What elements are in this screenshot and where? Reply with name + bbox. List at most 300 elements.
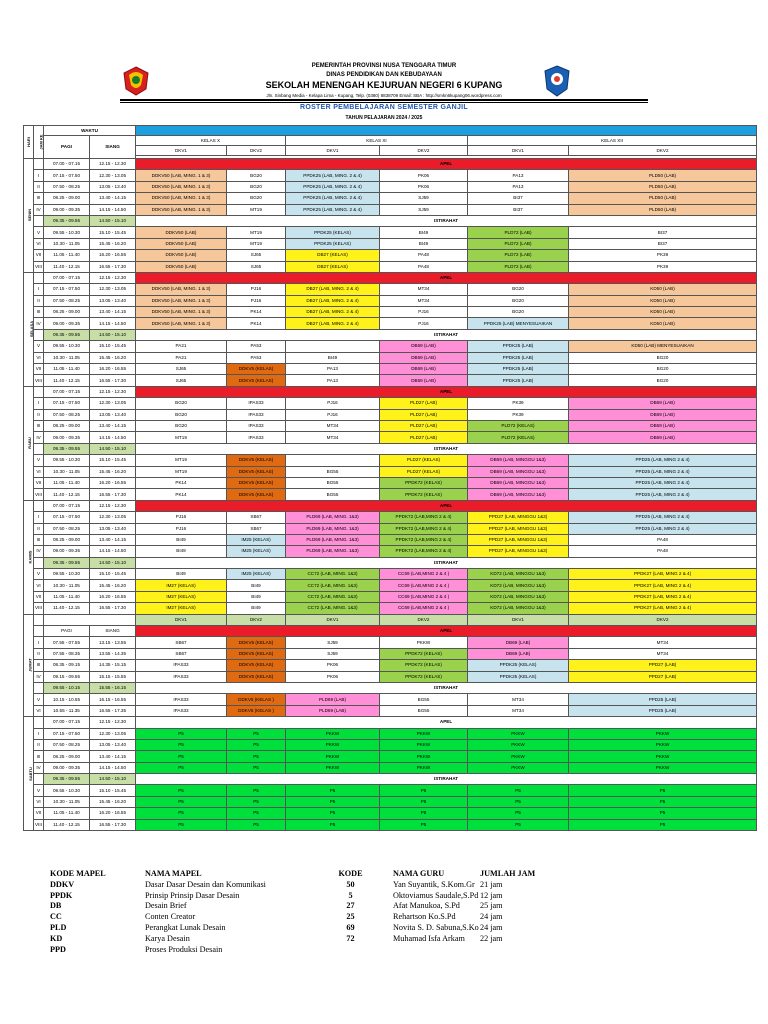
schedule-row xyxy=(24,808,757,819)
time-pagi: 09.35 - 09.55 xyxy=(44,215,90,226)
lesson-cell: PLD72 (LAB) xyxy=(468,238,569,249)
time-pagi: 11.40 - 12.15 xyxy=(44,819,90,830)
apel-band: APEL xyxy=(136,626,757,637)
lesson-cell: PPD25 (LAB, MING 2 & 4) xyxy=(569,489,757,500)
lesson-cell: KD72 (LAB, MINGGU 1&3) xyxy=(468,580,569,591)
lesson-cell: PPDK72 (LAB,MING 2 & 4) xyxy=(380,512,468,523)
lesson-cell: MT19 xyxy=(227,238,286,249)
lesson-cell: PLD69 (LAB, MING. 1&3) xyxy=(286,546,380,557)
jam-ke-cell: II xyxy=(34,648,44,659)
lesson-cell: DDKV5 (KELAS ) xyxy=(227,705,286,716)
schedule-row xyxy=(24,170,757,181)
jam-ke-cell xyxy=(34,717,44,728)
lesson-cell: IM27 (KELAS) xyxy=(136,603,227,614)
schedule-row xyxy=(24,341,757,352)
lesson-cell: PPDK72 (LAB,MING 2 & 4) xyxy=(380,534,468,545)
lesson-cell: DB69 (LAB) xyxy=(380,352,468,363)
time-pagi: 10.30 - 11.05 xyxy=(44,580,90,591)
legend-jumlah-jam: 12 jam xyxy=(480,890,503,900)
lesson-cell: P5 xyxy=(136,739,227,750)
lesson-cell: P5 xyxy=(136,728,227,739)
lesson-cell: DB69 (LAB, MINGGU 1&3) xyxy=(468,466,569,477)
time-pagi: 09.55 - 10.15 xyxy=(44,682,90,693)
lesson-cell: BI49 xyxy=(380,238,468,249)
lesson-cell: PPDK72 (LAB,MING 2 & 4) xyxy=(380,546,468,557)
time-cell xyxy=(44,614,136,625)
jam-ke-cell: I xyxy=(34,170,44,181)
time-pagi: 11.05 - 11.40 xyxy=(44,591,90,602)
lesson-cell: P5 xyxy=(380,796,468,807)
time-siang: 12.30 - 13.05 xyxy=(90,512,136,523)
legend-nama-header: NAMA MAPEL xyxy=(145,869,202,878)
lesson-cell: PPDK72 (KELAS) xyxy=(380,660,468,671)
legend-nama-guru: Afat Manukoa, S.Pd xyxy=(393,901,460,911)
lesson-cell: PA21 xyxy=(136,352,227,363)
legend-kode-guru: 69 xyxy=(346,922,355,932)
lesson-cell: PLD27 (LAB) xyxy=(380,420,468,431)
time-siang: 13.40 - 14.15 xyxy=(90,420,136,431)
time-pagi: 11.40 - 12.15 xyxy=(44,261,90,272)
lesson-cell: P5 xyxy=(227,785,286,796)
legend-nama-mapel: Desain Brief xyxy=(145,901,187,911)
time-siang: 16.55 - 17.30 xyxy=(90,489,136,500)
lesson-cell: KD50 (LAB) xyxy=(569,318,757,329)
lesson-cell: DDKV5 (KELAS) xyxy=(227,648,286,659)
lesson-cell: PLD72 (LAB) xyxy=(468,250,569,261)
schedule-row xyxy=(24,591,757,602)
lesson-cell: PJ16 xyxy=(286,409,380,420)
lesson-cell: MT34 xyxy=(286,432,380,443)
lesson-cell: PPDK25 (LAB) MENYESUAIKAN xyxy=(468,318,569,329)
istirahat-band: ISTIRAHAT xyxy=(136,329,757,340)
time-pagi: 07.00 - 07.15 xyxy=(44,159,90,170)
time-pagi: 09.55 - 10.30 xyxy=(44,569,90,580)
lesson-cell: DB27 (KELAS) xyxy=(286,250,380,261)
schedule-row xyxy=(24,796,757,807)
class-subheader: DKV2 xyxy=(569,614,757,625)
schedule-row xyxy=(24,318,757,329)
lesson-cell: SJ59 xyxy=(380,204,468,215)
istirahat-band: ISTIRAHAT xyxy=(136,682,757,693)
jam-ke-cell: V xyxy=(34,569,44,580)
lesson-cell: DDKV50 (LAB, MING. 1 & 3) xyxy=(136,295,227,306)
jam-ke-cell: VIII xyxy=(34,489,44,500)
apel-band: APEL xyxy=(136,500,757,511)
lesson-cell: PJ16 xyxy=(136,512,227,523)
schedule-row xyxy=(24,512,757,523)
legend-jumlah-jam: 24 jam xyxy=(480,912,503,922)
time-siang: 16.55 - 17.30 xyxy=(90,261,136,272)
schedule-row xyxy=(24,227,757,238)
time-siang: 13.05 - 13.40 xyxy=(90,409,136,420)
time-pagi: 07.00 - 07.15 xyxy=(44,272,90,283)
time-siang: 14.15 - 14.50 xyxy=(90,204,136,215)
jam-ke-cell xyxy=(34,626,44,637)
time-pagi: 11.05 - 11.40 xyxy=(44,364,90,375)
lesson-cell: IPAS33 xyxy=(227,420,286,431)
schedule-row xyxy=(24,420,757,431)
time-siang: 14.35 - 15.15 xyxy=(90,660,136,671)
time-siang: 16.55 - 17.30 xyxy=(90,375,136,386)
lesson-cell: CC69 (LAB,MING 2 & 4 ) xyxy=(380,603,468,614)
schedule-row xyxy=(24,261,757,272)
lesson-cell: DB27 (LAB, MING. 2 & 4) xyxy=(286,307,380,318)
time-pagi: 07.15 - 07.50 xyxy=(44,728,90,739)
legend-jumlah-jam: 22 jam xyxy=(480,933,503,943)
jam-ke-cell: VIII xyxy=(34,375,44,386)
lesson-cell: MT34 xyxy=(380,284,468,295)
lesson-cell: CC69 (LAB,MING 2 & 4 ) xyxy=(380,580,468,591)
legend-nama-mapel: Conten Creator xyxy=(145,912,196,922)
legend-kode2-header: KODE xyxy=(338,869,363,878)
lesson-cell: DB69 (LAB, MINGGU 1&3) xyxy=(468,489,569,500)
schedule-row xyxy=(24,557,757,568)
time-pagi: 09.35 - 09.55 xyxy=(44,557,90,568)
schedule-row xyxy=(24,215,757,226)
jam-ke-cell: III xyxy=(34,307,44,318)
time-siang: 13.40 - 14.15 xyxy=(90,751,136,762)
schedule-row xyxy=(24,751,757,762)
jam-ke-cell xyxy=(34,443,44,454)
legend-kode-mapel: CC xyxy=(50,912,62,922)
time-siang: 15.10 - 15.45 xyxy=(90,227,136,238)
time-siang: 15.10 - 15.45 xyxy=(90,785,136,796)
x-dkv2-header: DKV2 xyxy=(227,146,286,156)
lesson-cell: IPAS33 xyxy=(136,660,227,671)
legend-kode-mapel: PLD xyxy=(50,922,67,932)
lesson-cell: P5 xyxy=(136,796,227,807)
time-pagi: 07.00 - 07.15 xyxy=(44,500,90,511)
lesson-cell: DB69 (LAB) xyxy=(569,398,757,409)
lesson-cell: PK06 xyxy=(286,660,380,671)
lesson-cell: BI49 xyxy=(286,352,380,363)
school-name: SEKOLAH MENENGAH KEJURUAN NEGERI 6 KUPANG xyxy=(265,80,503,90)
lesson-cell: PKKW xyxy=(380,751,468,762)
time-siang: 16.20 - 16.55 xyxy=(90,477,136,488)
lesson-cell xyxy=(286,341,380,352)
schedule-row xyxy=(24,819,757,830)
lesson-cell: PJ16 xyxy=(227,295,286,306)
lesson-cell: BG20 xyxy=(569,375,757,386)
lesson-cell: PPDK25 (LAB) xyxy=(468,375,569,386)
lesson-cell: PPDK72 (KELAS) xyxy=(380,477,468,488)
legend-nama-mapel: Karya Desain xyxy=(145,933,190,943)
lesson-cell: PJ16 xyxy=(380,318,468,329)
jam-ke-cell: VII xyxy=(34,364,44,375)
jam-ke-cell: II xyxy=(34,295,44,306)
lesson-cell: P5 xyxy=(468,819,569,830)
lesson-cell: PLD27 (KELAS) xyxy=(380,455,468,466)
schedule-row xyxy=(24,774,757,785)
lesson-cell: P5 xyxy=(136,808,227,819)
legend-kode-mapel: PPDK xyxy=(50,890,73,900)
lesson-cell: BI37 xyxy=(569,238,757,249)
time-pagi: 07.15 - 07.50 xyxy=(44,284,90,295)
lesson-cell: P5 xyxy=(227,762,286,773)
schedule-row xyxy=(24,648,757,659)
jam-ke-cell: IV xyxy=(34,546,44,557)
legend-kode-guru: 5 xyxy=(348,890,353,900)
time-pagi: 08.25 - 09.00 xyxy=(44,751,90,762)
lesson-cell: DB69 (LAB, MINGGU 1&3) xyxy=(468,455,569,466)
schedule-row xyxy=(24,329,757,340)
lesson-cell: PKKW xyxy=(468,739,569,750)
legend-kode-mapel: DDKV xyxy=(50,879,75,889)
schedule-row xyxy=(24,728,757,739)
time-pagi: 11.05 - 11.40 xyxy=(44,808,90,819)
lesson-cell: PPDK25 (KELAS) xyxy=(286,227,380,238)
lesson-cell: BG20 xyxy=(569,364,757,375)
time-pagi: 07.15 - 07.50 xyxy=(44,398,90,409)
jam-ke-cell: VIII xyxy=(34,261,44,272)
lesson-cell: PA13 xyxy=(468,170,569,181)
lesson-cell: PPD25 (LAB, MING 2 & 4) xyxy=(569,523,757,534)
lesson-cell: DDKV5 (KELAS) xyxy=(227,660,286,671)
time-siang: 13.05 - 13.40 xyxy=(90,523,136,534)
jam-ke-cell: II xyxy=(34,523,44,534)
time-pagi: 07.50 - 08.25 xyxy=(44,295,90,306)
jam-cell xyxy=(34,614,44,625)
lesson-cell: PA13 xyxy=(286,364,380,375)
time-pagi: 10.30 - 11.05 xyxy=(44,466,90,477)
school-address: Jln. Sinbang Media - Kelapa Lima - Kupang, Telp. (0380) 8838709 Email: SBA : http://smkn6kupang06.wordpress.com xyxy=(266,93,502,98)
lesson-cell: BG55 xyxy=(380,694,468,705)
time-pagi: 07.55 - 08.35 xyxy=(44,648,90,659)
kelas-xii-header: KELAS XII xyxy=(468,136,757,146)
lesson-cell: MT19 xyxy=(227,204,286,215)
legend-nama-mapel: Perangkat Lunak Desain xyxy=(145,922,226,932)
lesson-cell: BG55 xyxy=(286,466,380,477)
time-siang: 15.55 - 16.15 xyxy=(90,682,136,693)
lesson-cell: P5 xyxy=(286,796,380,807)
legend-kode-mapel: PPD xyxy=(50,944,66,954)
time-siang: 12.15 - 12.30 xyxy=(90,386,136,397)
time-pagi: 10.15 - 10.55 xyxy=(44,694,90,705)
time-pagi: 09.00 - 09.35 xyxy=(44,204,90,215)
lesson-cell: PK06 xyxy=(380,181,468,192)
schedule-row xyxy=(24,762,757,773)
lesson-cell: PKKW xyxy=(286,728,380,739)
lesson-cell: BI49 xyxy=(380,227,468,238)
lesson-cell: PPDK72 (KELAS) xyxy=(380,671,468,682)
lesson-cell: IPAS33 xyxy=(136,694,227,705)
lesson-cell: BI49 xyxy=(136,534,227,545)
schedule-row xyxy=(24,443,757,454)
lesson-cell: PKKW xyxy=(569,762,757,773)
schedule-row xyxy=(24,307,757,318)
time-siang: 15.45 - 16.20 xyxy=(90,238,136,249)
lesson-cell: BG20 xyxy=(136,398,227,409)
lesson-cell: KD50 (LAB) MENYESUAIKAN xyxy=(569,341,757,352)
lesson-cell: PKKW xyxy=(286,751,380,762)
lesson-cell: CC72 (LAB, MING. 1&3) xyxy=(286,591,380,602)
lesson-cell: PA48 xyxy=(380,250,468,261)
lesson-cell: DB69 (LAB, MINGGU 1&3) xyxy=(468,477,569,488)
lesson-cell: SJ59 xyxy=(380,193,468,204)
lesson-cell: PKKW xyxy=(380,728,468,739)
time-siang: 12.30 - 13.05 xyxy=(90,284,136,295)
jam-ke-cell: VI xyxy=(34,238,44,249)
lesson-cell: PKKW xyxy=(286,739,380,750)
jam-ke-cell: VI xyxy=(34,705,44,716)
lesson-cell: DB27 (KELAS) xyxy=(286,261,380,272)
lesson-cell: DDKV5 (KELAS) xyxy=(227,637,286,648)
apel-band: APEL xyxy=(136,386,757,397)
time-siang: 15.45 - 16.20 xyxy=(90,580,136,591)
schedule-row xyxy=(24,295,757,306)
day-label: JUMAT xyxy=(24,614,34,717)
schedule-row xyxy=(24,739,757,750)
time-pagi: 09.00 - 09.35 xyxy=(44,546,90,557)
lesson-cell: PLD50 (LAB) xyxy=(569,170,757,181)
lesson-cell: PKKW xyxy=(380,637,468,648)
time-siang: 13.40 - 14.15 xyxy=(90,534,136,545)
lesson-cell: PPDK25 (LAB, MING. 2 & 4) xyxy=(286,181,380,192)
lesson-cell: PK14 xyxy=(227,318,286,329)
schedule-row xyxy=(24,364,757,375)
lesson-cell: DDKV5 (KELAS) xyxy=(227,455,286,466)
time-siang: 15.45 - 16.20 xyxy=(90,352,136,363)
class-subheader: DKV2 xyxy=(380,614,468,625)
header-row-1 xyxy=(24,126,757,136)
time-pagi: 09.55 - 10.30 xyxy=(44,785,90,796)
schedule-row xyxy=(24,614,757,625)
lesson-cell: DDKV5 (KELAS) xyxy=(227,375,286,386)
legend-nama-guru: Muhamad Isfa Arkam xyxy=(393,933,465,943)
jam-ke-cell: VI xyxy=(34,796,44,807)
lesson-cell: KD72 (LAB, MINGGU 1&3) xyxy=(468,603,569,614)
istirahat-band: ISTIRAHAT xyxy=(136,215,757,226)
lesson-cell: BG55 xyxy=(286,489,380,500)
legend-kode-guru: 50 xyxy=(346,879,355,889)
legend-nama-guru: Yan Suyantik, S.Kom.Gr xyxy=(393,879,475,889)
jam-ke-cell: VI xyxy=(34,466,44,477)
schedule-row xyxy=(24,534,757,545)
time-siang: 12.15 - 12.30 xyxy=(90,272,136,283)
lesson-cell: PKKW xyxy=(569,728,757,739)
lesson-cell: PK14 xyxy=(227,307,286,318)
time-siang: 14.15 - 14.50 xyxy=(90,762,136,773)
lesson-cell: PLD69 (LAB) xyxy=(286,705,380,716)
lesson-cell: P5 xyxy=(227,819,286,830)
jam-ke-header: JAM KE xyxy=(34,126,44,159)
lesson-cell: PPDK25 (LAB, MING. 2 & 4) xyxy=(286,204,380,215)
lesson-cell: PKKW xyxy=(286,762,380,773)
time-siang: 14.50 - 15.10 xyxy=(90,215,136,226)
jam-ke-cell: VII xyxy=(34,477,44,488)
jam-ke-cell: I xyxy=(34,512,44,523)
time-siang: 14.15 - 14.50 xyxy=(90,546,136,557)
lesson-cell: P5 xyxy=(380,808,468,819)
lesson-cell: IM25 (KELAS) xyxy=(227,534,286,545)
lesson-cell: DDKV5 (KELAS) xyxy=(227,489,286,500)
lesson-cell: PKKW xyxy=(380,739,468,750)
lesson-cell: IM27 (KELAS) xyxy=(136,591,227,602)
lesson-cell: DB27 (LAB, MING. 2 & 4) xyxy=(286,284,380,295)
legend-nama-mapel: Proses Produksi Desain xyxy=(145,944,223,954)
lesson-cell: PA48 xyxy=(569,546,757,557)
jam-ke-cell: II xyxy=(34,739,44,750)
lesson-cell: IM27 (KELAS) xyxy=(136,580,227,591)
time-pagi: 07.00 - 07.15 xyxy=(44,386,90,397)
time-siang: 13.05 - 13.40 xyxy=(90,181,136,192)
jam-ke-cell: IV xyxy=(34,762,44,773)
legend-jumlah-jam: 21 jam xyxy=(480,879,503,889)
schedule-row xyxy=(24,694,757,705)
lesson-cell: P5 xyxy=(136,762,227,773)
roster-title: ROSTER PEMBELAJARAN SEMESTER GANJIL xyxy=(299,104,469,111)
lesson-cell: SB67 xyxy=(227,523,286,534)
lesson-cell: P5 xyxy=(569,808,757,819)
lesson-cell: CC69 (LAB,MING 2 & 4 ) xyxy=(380,569,468,580)
lesson-cell: KD72 (LAB, MINGGU 1&3) xyxy=(468,569,569,580)
time-siang: 15.15 - 15.55 xyxy=(90,671,136,682)
lesson-cell: PPD27 (LAB, MINGGU 1&3) xyxy=(468,534,569,545)
kelas-xi-header: KELAS XI xyxy=(286,136,468,146)
legend-kode-col xyxy=(50,869,130,955)
time-pagi: 07.50 - 08.25 xyxy=(44,409,90,420)
lesson-cell: IPAS33 xyxy=(227,398,286,409)
lesson-cell: BI37 xyxy=(569,227,757,238)
jam-ke-cell xyxy=(34,774,44,785)
lesson-cell xyxy=(286,455,380,466)
lesson-cell: BG55 xyxy=(380,705,468,716)
apel-band: APEL xyxy=(136,717,757,728)
time-siang: 12.30 - 13.05 xyxy=(90,728,136,739)
time-pagi: PAGI xyxy=(44,626,90,637)
lesson-cell: PLD69 (LAB, MING. 1&3) xyxy=(286,534,380,545)
time-pagi: 07.15 - 07.50 xyxy=(44,512,90,523)
lesson-cell: DDKV50 (LAB) xyxy=(136,227,227,238)
hari-header: HARI xyxy=(24,126,34,159)
lesson-cell: CC72 (LAB, MING. 1&3) xyxy=(286,580,380,591)
lesson-cell: PKKW xyxy=(468,728,569,739)
time-siang: 12.30 - 13.05 xyxy=(90,398,136,409)
lesson-cell: PPD27 (LAB, MINGGU 1&3) xyxy=(468,523,569,534)
schedule-row xyxy=(24,717,757,728)
lesson-cell: SJ65 xyxy=(227,261,286,272)
time-siang: 13.05 - 13.40 xyxy=(90,739,136,750)
lesson-cell: MT19 xyxy=(227,227,286,238)
jam-ke-cell xyxy=(34,682,44,693)
jam-ke-cell: VIII xyxy=(34,819,44,830)
istirahat-band: ISTIRAHAT xyxy=(136,443,757,454)
lesson-cell: DB69 (LAB) xyxy=(468,648,569,659)
lesson-cell: PLD50 (LAB) xyxy=(569,193,757,204)
lesson-cell: PLD69 (LAB, MING. 1&3) xyxy=(286,512,380,523)
jam-ke-cell: I xyxy=(34,284,44,295)
lesson-cell: PPDK25 (KELAS) xyxy=(468,671,569,682)
schedule-row xyxy=(24,284,757,295)
lesson-cell: PLD50 (LAB) xyxy=(569,204,757,215)
lesson-cell: PA13 xyxy=(286,375,380,386)
lesson-cell: BI49 xyxy=(136,569,227,580)
lesson-cell: PKKW xyxy=(468,751,569,762)
time-siang: 14.50 - 15.10 xyxy=(90,329,136,340)
lesson-cell: PK39 xyxy=(569,261,757,272)
jam-ke-cell: V xyxy=(34,785,44,796)
lesson-cell: DB69 (LAB) xyxy=(569,420,757,431)
letterhead-line2: DINAS PENDIDIKAN DAN KEBUDAYAAN xyxy=(326,72,442,78)
lesson-cell: BG20 xyxy=(227,193,286,204)
lesson-cell: PPDK27 (LAB, MING 2 & 4) xyxy=(569,603,757,614)
lesson-cell: DDKV50 (LAB, MING. 1 & 3) xyxy=(136,181,227,192)
schedule-row xyxy=(24,432,757,443)
letterhead xyxy=(120,62,648,102)
kelas-x-header: KELAS X xyxy=(136,136,286,146)
time-pagi: 09.35 - 09.55 xyxy=(44,774,90,785)
legend-kode-guru: 72 xyxy=(346,933,355,943)
